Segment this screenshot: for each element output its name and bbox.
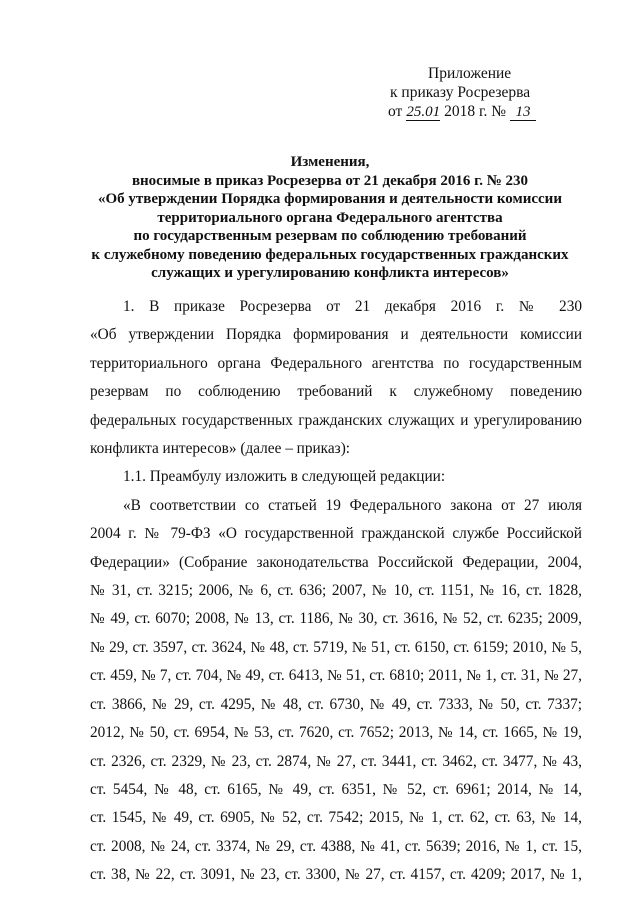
- body-line: ст. 3866, № 29, ст. 4295, № 48, ст. 6730, № 49, ст. 7333, № 50, ст. 7337;: [90, 695, 582, 713]
- body-line: 2012, № 50, ст. 6954, № 53, ст. 7620, ст. 7652; 2013, № 14, ст. 1665, № 19,: [90, 724, 582, 742]
- body-line: № 49, ст. 6070; 2008, № 13, ст. 1186, № 30, ст. 3616, № 52, ст. 6235; 2009,: [90, 610, 582, 628]
- appendix-date-number: [388, 102, 568, 121]
- appendix-from-label: от: [388, 103, 403, 120]
- appendix-title: Приложение: [428, 65, 512, 82]
- heading-line: «Об утверждении Порядка формирования и деятельности комиссии: [98, 191, 562, 207]
- document-body: [90, 293, 582, 890]
- body-line: Федерации» (Собрание законодательства Российской Федерации, 2004,: [90, 553, 582, 571]
- appendix-order-ref: к приказу Росрезерва: [390, 84, 531, 101]
- heading-line: вносимые в приказ Росрезерва от 21 декабря 2016 г. № 230: [131, 172, 529, 189]
- body-line: № 29, ст. 3597, ст. 3624, № 48, ст. 5719, № 51, ст. 6150, ст. 6159; 2010, № 5,: [90, 638, 582, 656]
- body-line: ст. 1545, № 49, ст. 6905, № 52, ст. 7542; 2015, № 1, ст. 62, ст. 63, № 14,: [90, 809, 582, 827]
- heading-line: к служебному поведению федеральных государственных гражданских: [91, 246, 569, 263]
- appendix-year-label: 2018 г. №: [444, 103, 507, 120]
- appendix-block: [388, 64, 568, 121]
- body-line: ст. 5454, № 48, ст. 6165, № 49, ст. 6351, № 52, ст. 6961; 2014, № 14,: [90, 780, 582, 798]
- heading-line: служащих и урегулированию конфликта интересов»: [151, 265, 509, 281]
- body-line: конфликта интересов» (далее – приказ):: [90, 440, 351, 458]
- handwritten-date: 25.01: [406, 104, 441, 120]
- handwritten-number: 13: [510, 105, 536, 121]
- heading-line: территориального органа Федерального агентства: [157, 209, 503, 226]
- body-line: резервам по соблюдению требований к служебному поведению: [90, 383, 582, 401]
- heading-line: Изменения,: [290, 154, 370, 170]
- body-line: федеральных государственных гражданских служащих и урегулированию: [90, 411, 582, 429]
- body-line: 1. В приказе Росрезерва от 21 декабря 2016 г. № 230: [123, 298, 582, 315]
- body-line: 1.1. Преамбулу изложить в следующей редакции:: [123, 468, 446, 486]
- body-line: «В соответствии со статьей 19 Федерального закона от 27 июля: [123, 496, 582, 514]
- document-heading: [80, 153, 580, 283]
- body-line: «Об утверждении Порядка формирования и деятельности комиссии: [90, 326, 582, 344]
- body-line: ст. 2008, № 24, ст. 3374, № 29, ст. 4388, № 41, ст. 5639; 2016, № 1, ст. 15,: [90, 837, 582, 855]
- heading-line: по государственным резервам по соблюдению требований: [133, 228, 527, 244]
- body-line: ст. 38, № 22, ст. 3091, № 23, ст. 3300, № 27, ст. 4157, ст. 4209; 2017, № 1,: [90, 866, 582, 884]
- body-line: 2004 г. № 79-ФЗ «О государственной гражданской службе Российской: [90, 525, 582, 543]
- body-line: ст. 459, № 7, ст. 704, № 49, ст. 6413, № 51, ст. 6810; 2011, № 1, ст. 31, № 27,: [90, 667, 582, 685]
- body-line: № 31, ст. 3215; 2006, № 6, ст. 636; 2007, № 10, ст. 1151, № 16, ст. 1828,: [90, 582, 582, 600]
- body-line: территориального органа Федерального агентства по государственным: [90, 354, 582, 372]
- body-line: ст. 2326, ст. 2329, № 23, ст. 2874, № 27, ст. 3441, ст. 3462, ст. 3477, № 43,: [90, 752, 582, 770]
